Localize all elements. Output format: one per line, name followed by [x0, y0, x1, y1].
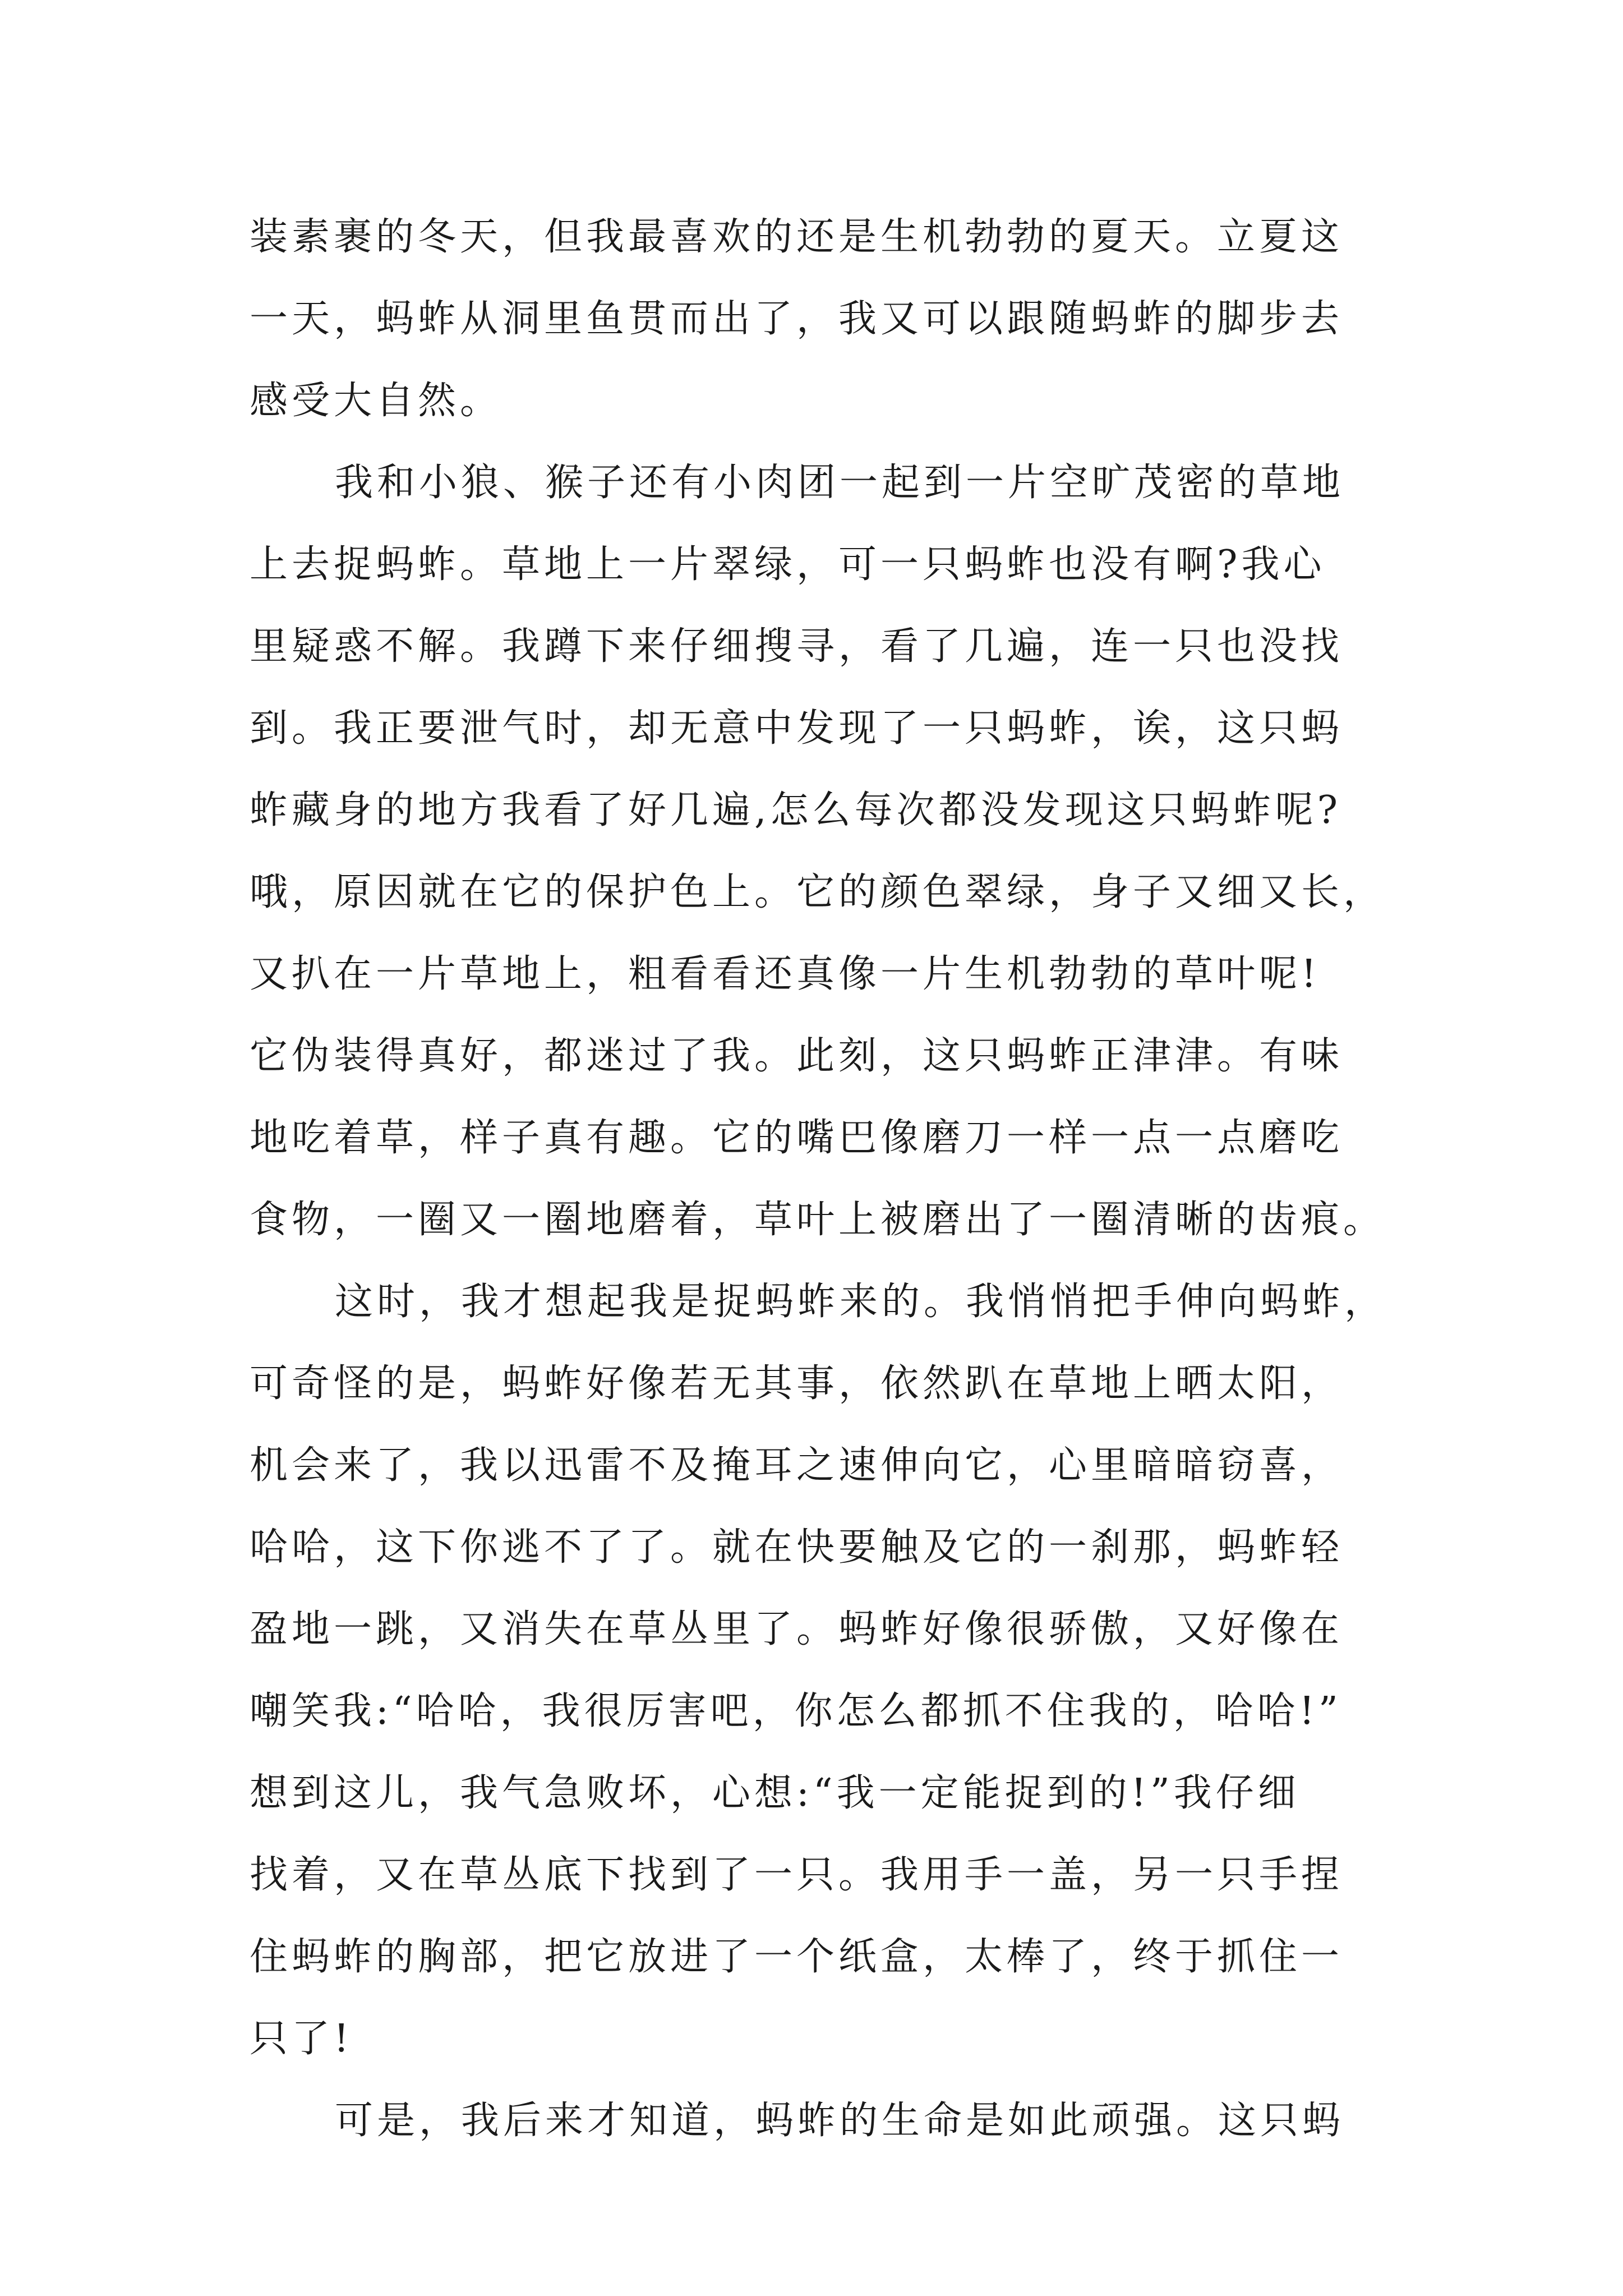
text-line: 食物，一圈又一圈地磨着，草叶上被磨出了一圈清晰的齿痕。: [250, 1198, 1386, 1242]
text-line: 哦，原因就在它的保护色上。它的颜色翠绿，身子又细又长，: [250, 870, 1386, 914]
text-line: 机会来了，我以迅雷不及掩耳之速伸向它，心里暗暗窃喜，: [250, 1443, 1344, 1488]
paragraph-first-line: 可是，我后来才知道，蚂蚱的生命是如此顽强。这只蚂: [335, 2099, 1345, 2143]
document-body-text: [250, 196, 1387, 2162]
text-line: 住蚂蚱的胸部，把它放进了一个纸盒，太棒了，终于抓住一: [250, 1935, 1344, 1979]
text-line: 嘲笑我:“哈哈，我很厉害吧，你怎么都抓不住我的，哈哈!”: [250, 1689, 1342, 1733]
text-line: 里疑惑不解。我蹲下来仔细搜寻，看了几遍，连一只也没找: [250, 624, 1344, 669]
text-line: 蚱藏身的地方我看了好几遍,怎么每次都没发现这只蚂蚱呢?: [250, 788, 1342, 832]
text-line: 一天，蚂蚱从洞里鱼贯而出了，我又可以跟随蚂蚱的脚步去: [250, 297, 1344, 341]
text-line: 上去捉蚂蚱。草地上一片翠绿，可一只蚂蚱也没有啊?我心: [250, 542, 1326, 587]
paragraph-first-line: 我和小狼、猴子还有小肉团一起到一片空旷茂密的草地: [335, 461, 1345, 505]
text-line: 哈哈，这下你逃不了了。就在快要触及它的一刹那，蚂蚱轻: [250, 1525, 1344, 1570]
text-line: 到。我正要泄气时，却无意中发现了一只蚂蚱，诶，这只蚂: [250, 706, 1344, 751]
text-line: 想到这儿，我气急败坏，心想:“我一定能捉到的!”我仔细: [250, 1771, 1300, 1815]
text-line: 又扒在一片草地上，粗看看还真像一片生机勃勃的草叶呢!: [250, 952, 1321, 996]
text-line: 盈地一跳，又消失在草丛里了。蚂蚱好像很骄傲，又好像在: [250, 1607, 1344, 1651]
text-line: 找着，又在草丛底下找到了一只。我用手一盖，另一只手捏: [250, 1853, 1344, 1897]
text-line: 地吃着草，样子真有趣。它的嘴巴像磨刀一样一点一点磨吃: [250, 1116, 1344, 1160]
text-line: 只了!: [250, 2017, 353, 2061]
text-line: 可奇怪的是，蚂蚱好像若无其事，依然趴在草地上晒太阳，: [250, 1361, 1344, 1406]
text-line: 感受大自然。: [250, 379, 502, 423]
text-line: 装素裹的冬天，但我最喜欢的还是生机勃勃的夏天。立夏这: [250, 215, 1344, 259]
text-line: 它伪装得真好，都迷过了我。此刻，这只蚂蚱正津津。有味: [250, 1034, 1344, 1078]
paragraph-first-line: 这时，我才想起我是捉蚂蚱来的。我悄悄把手伸向蚂蚱，: [335, 1280, 1387, 1324]
